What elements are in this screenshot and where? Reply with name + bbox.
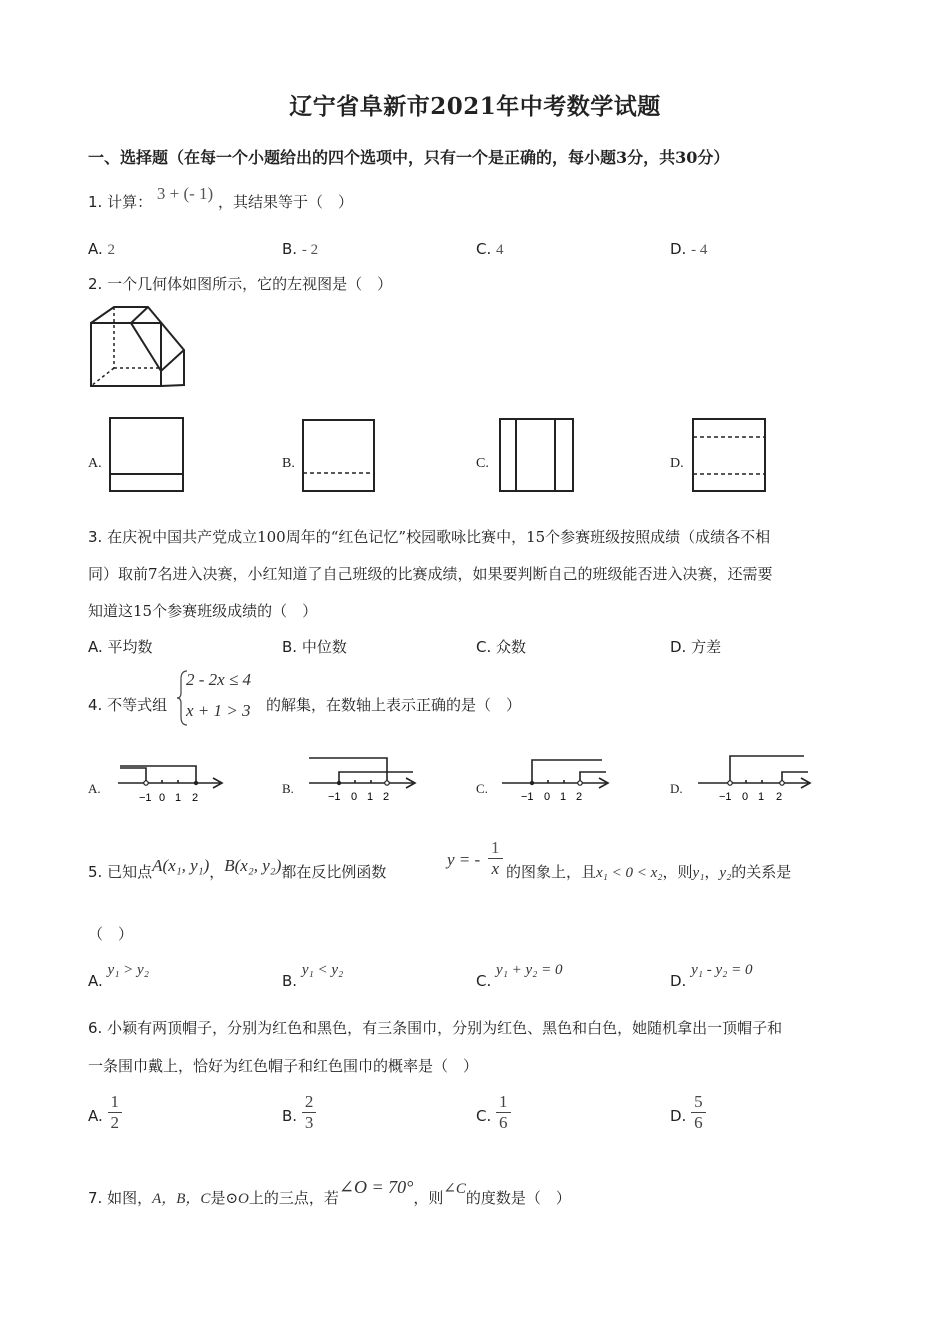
math-expression: 3 + (- 1) xyxy=(156,184,214,203)
q1-option-b[interactable] xyxy=(282,240,318,259)
q5-option-d[interactable] xyxy=(670,960,753,990)
q3-option-c[interactable] xyxy=(476,636,526,657)
q3-option-a[interactable] xyxy=(88,636,153,657)
question-text: 在庆祝中国共产党成立100周年的“红色记忆”校园歌咏比赛中，15个参赛班级按照成绩（成绩各不相 xyxy=(107,528,771,546)
question-text: 都在反比例函数 xyxy=(281,863,387,881)
solid-figure xyxy=(86,305,190,391)
ray-left xyxy=(120,768,146,783)
option-value: y₁ < y₂ xyxy=(301,962,344,978)
question-4 xyxy=(88,695,167,715)
fraction-numerator: 5 xyxy=(691,1092,706,1113)
option-label: B. xyxy=(282,972,298,990)
q4-option-c-numberline[interactable] xyxy=(498,752,614,806)
q3-option-d[interactable] xyxy=(670,636,721,657)
q4-option-b-label[interactable]: B. xyxy=(282,781,294,796)
tick-label: 2 xyxy=(383,791,390,803)
question-3-line-3: 知道这15个参赛班级成绩的（ ） xyxy=(88,602,318,620)
option-value: 众数 xyxy=(496,638,527,656)
option-value: y₁ + y₂ = 0 xyxy=(496,962,563,978)
tick-label: −1 xyxy=(328,791,341,803)
closed-point xyxy=(530,781,534,785)
fraction-denominator: 3 xyxy=(304,1113,314,1132)
q6-option-a[interactable] xyxy=(88,1092,122,1133)
inequality-2: x + 1 > 3 xyxy=(186,701,251,720)
open-point xyxy=(780,781,784,785)
question-text: 是⊙ xyxy=(210,1189,239,1207)
question-text: 计算： xyxy=(107,193,153,211)
tick-label: −1 xyxy=(521,791,534,803)
tick-label: 1 xyxy=(560,791,567,803)
question-text: 上的三点，若 xyxy=(248,1189,339,1207)
q6-option-b[interactable] xyxy=(282,1092,316,1133)
q2-option-c-figure[interactable] xyxy=(498,417,576,494)
option-value: - 2 xyxy=(301,242,319,258)
separator: ， xyxy=(704,863,720,881)
fraction-numerator: 1 xyxy=(108,1092,123,1113)
tick-label: 0 xyxy=(742,791,749,803)
q5-option-c[interactable] xyxy=(476,960,563,990)
circle-center: O xyxy=(238,1191,249,1207)
option-label: D. xyxy=(670,638,687,656)
point-a: A(x₁, y₁) xyxy=(152,856,210,875)
figure-back-edges xyxy=(91,307,184,386)
q2-option-a-figure[interactable] xyxy=(108,416,186,494)
q1-option-d[interactable] xyxy=(670,240,707,259)
y2-symbol: y₂ xyxy=(719,865,732,881)
q4-option-d-label[interactable]: D. xyxy=(670,781,683,796)
q4-option-d-numberline[interactable] xyxy=(694,752,818,806)
option-label: A. xyxy=(88,972,103,990)
question-5 xyxy=(88,856,387,882)
tick-label: 1 xyxy=(367,791,374,803)
open-point xyxy=(144,781,148,785)
tick-label: 2 xyxy=(192,792,199,804)
tick-label: −1 xyxy=(139,792,152,804)
option-value: - 4 xyxy=(691,242,708,258)
question-text: 一个几何体如图所示，它的左视图是（ ） xyxy=(107,275,393,293)
ray-right xyxy=(782,772,808,783)
question-text: 如图， xyxy=(107,1189,153,1207)
q4-option-a-label[interactable]: A. xyxy=(88,781,101,796)
option-label: C. xyxy=(476,972,492,990)
question-text: 不等式组 xyxy=(107,696,168,714)
angle-c: ∠C xyxy=(443,1181,466,1197)
question-3-line-1 xyxy=(88,527,770,547)
fraction-numerator: 1 xyxy=(496,1092,511,1113)
option-label: A. xyxy=(88,240,103,258)
question-number: 2. xyxy=(88,275,103,293)
function-fraction xyxy=(488,838,503,879)
ray-right xyxy=(339,772,413,783)
ray-left xyxy=(309,758,387,783)
q1-option-a[interactable] xyxy=(88,240,115,259)
angle-o: ∠O = 70° xyxy=(338,1177,414,1197)
separator: ， xyxy=(209,863,225,881)
view-outline xyxy=(303,420,374,491)
points-abc: A，B，C xyxy=(152,1191,211,1207)
tick-label: 2 xyxy=(776,791,783,803)
ray-left-end xyxy=(730,756,804,783)
closed-point xyxy=(337,781,341,785)
question-3-line-2: 同）取前7名进入决赛，小红知道了自己班级的比赛成绩，如果要判断自己的班级能否进入决赛，还需要 xyxy=(88,565,773,583)
hidden-edge xyxy=(91,368,114,386)
question-number: 6. xyxy=(88,1019,103,1037)
question-text: 的图象上，且 xyxy=(506,863,597,881)
question-text: 小颖有两顶帽子，分别为红色和黑色，有三条围巾，分别为红色、黑色和白色，她随机拿出一顶帽子和 xyxy=(107,1019,783,1037)
option-label: D. xyxy=(670,240,687,258)
option-label: B. xyxy=(282,240,298,258)
q2-option-d-label[interactable]: D. xyxy=(670,456,684,471)
fraction-numerator: 2 xyxy=(302,1092,317,1113)
option-value: 平均数 xyxy=(107,638,153,656)
option-label: D. xyxy=(670,972,687,990)
option-value: 中位数 xyxy=(301,638,347,656)
question-text: 已知点 xyxy=(107,863,153,881)
closed-point xyxy=(194,781,198,785)
q5-option-b[interactable] xyxy=(282,960,344,990)
function-lhs: y = - xyxy=(447,850,481,869)
question-number: 7. xyxy=(88,1189,103,1207)
question-2 xyxy=(88,274,392,294)
inequality-1: 2 - 2x ≤ 4 xyxy=(186,670,252,689)
condition: x₁ < 0 < x₂ xyxy=(596,865,663,881)
q3-option-b[interactable] xyxy=(282,636,347,657)
option-value: y₁ > y₂ xyxy=(107,962,149,978)
fraction-numerator: 1 xyxy=(488,838,503,859)
option-label: B. xyxy=(282,638,298,656)
option-label: D. xyxy=(670,1106,687,1125)
question-number: 3. xyxy=(88,528,103,546)
question-number: 1. xyxy=(88,193,103,211)
open-point xyxy=(728,781,732,785)
q5-option-a[interactable] xyxy=(88,960,149,990)
tick-label: −1 xyxy=(719,791,732,803)
question-text: 的关系是 xyxy=(731,863,792,881)
option-value: y₁ - y₂ = 0 xyxy=(691,962,753,978)
open-point xyxy=(385,781,389,785)
q4-option-a-numberline[interactable] xyxy=(112,756,228,806)
option-value: 4 xyxy=(496,242,504,258)
tick-label: 0 xyxy=(544,791,551,803)
fraction-denominator: 6 xyxy=(694,1113,703,1132)
fraction-denominator: 6 xyxy=(499,1113,508,1132)
tick-label: 0 xyxy=(159,792,166,804)
question-6-line-2: 一条围巾戴上，恰好为红色帽子和红色围巾的概率是（ ） xyxy=(88,1057,479,1075)
option-label: B. xyxy=(282,1106,298,1125)
page-title: 辽宁省阜新市2021年中考数学试题 xyxy=(289,93,661,120)
y1-symbol: y₁ xyxy=(692,865,705,881)
q2-option-c-label[interactable]: C. xyxy=(476,456,489,471)
section-heading: 一、选择题（在每一个小题给出的四个选项中，只有一个是正确的，每小题3分，共30分） xyxy=(88,148,730,167)
option-label: A. xyxy=(88,638,103,656)
tick-label: 1 xyxy=(758,791,765,803)
q4-option-b-numberline[interactable] xyxy=(305,752,421,806)
view-outline xyxy=(500,419,573,491)
q6-option-d[interactable] xyxy=(670,1092,706,1133)
q2-option-b-figure[interactable] xyxy=(301,418,377,494)
question-5-continued xyxy=(506,862,791,883)
question-text: 的解集，在数轴上表示正确的是（ ） xyxy=(266,696,522,714)
option-label: C. xyxy=(476,1106,492,1125)
option-value: 2 xyxy=(107,242,116,258)
view-outline xyxy=(110,418,183,491)
option-label: C. xyxy=(476,638,492,656)
q6-option-c[interactable] xyxy=(476,1092,511,1133)
q2-option-d-figure[interactable] xyxy=(691,417,768,494)
fraction-denominator: x xyxy=(491,859,500,878)
question-text: 的度数是（ ） xyxy=(465,1189,571,1207)
answer-paren: （ ） xyxy=(88,925,134,943)
question-text: ，则 xyxy=(413,1189,444,1207)
question-6-line-1 xyxy=(88,1018,782,1038)
q2-option-a-label[interactable]: A. xyxy=(88,456,102,471)
open-point xyxy=(578,781,582,785)
question-number: 4. xyxy=(88,696,103,714)
fraction-denominator: 2 xyxy=(110,1113,120,1132)
tick-label: 2 xyxy=(576,791,583,803)
question-7 xyxy=(88,1177,571,1209)
question-text: ，其结果等于（ ） xyxy=(218,193,354,211)
q1-option-c[interactable] xyxy=(476,240,504,259)
tick-label: 1 xyxy=(175,792,182,804)
q2-option-b-label[interactable]: B. xyxy=(282,456,295,471)
view-outline xyxy=(693,419,765,491)
point-b: B(x₂, y₂) xyxy=(224,856,282,875)
option-label: C. xyxy=(476,240,492,258)
tick-label: 0 xyxy=(351,791,358,803)
option-label: A. xyxy=(88,1106,103,1125)
question-1 xyxy=(88,184,354,212)
option-value: 方差 xyxy=(691,638,722,656)
ray-right xyxy=(580,772,606,783)
question-text: ，则 xyxy=(662,863,693,881)
q4-option-c-label[interactable]: C. xyxy=(476,781,488,796)
question-number: 5. xyxy=(88,863,103,881)
